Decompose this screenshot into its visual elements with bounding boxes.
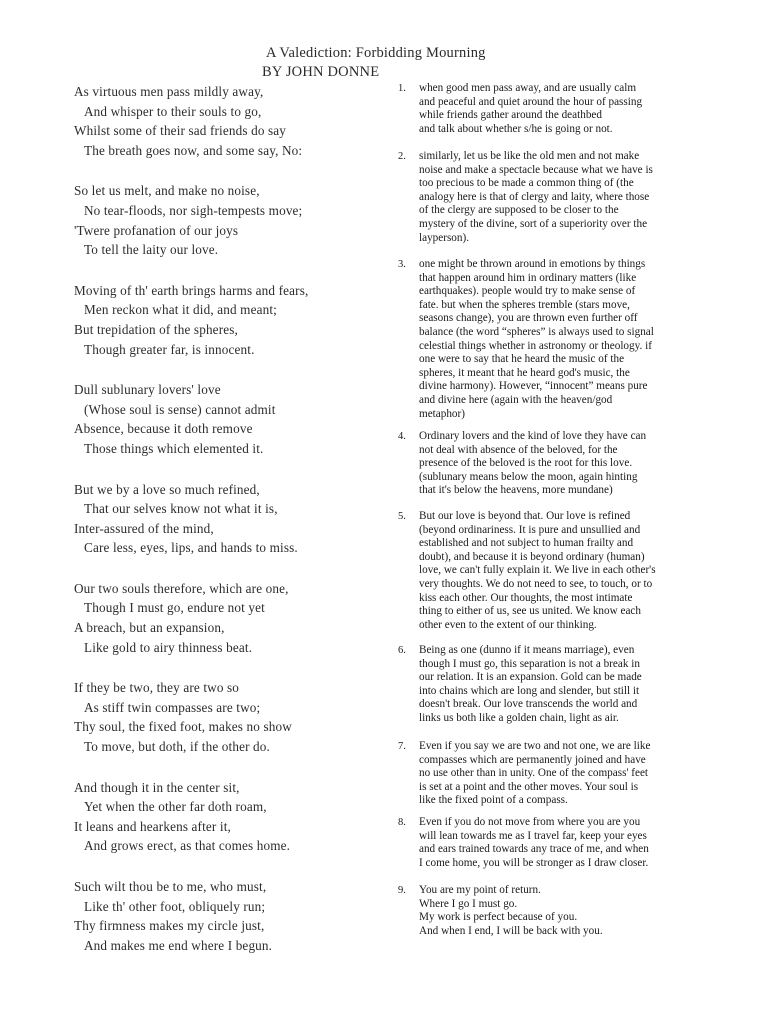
note-line: Ordinary lovers and the kind of love they have can <box>419 430 647 442</box>
note-line: that it's below the heavens, more mundane) <box>419 484 613 497</box>
poem-line: Men reckon what it did, and meant; <box>84 302 277 318</box>
note-line: divine harmony). However, “innocent” means pure <box>419 380 648 393</box>
poem-line: Inter-assured of the mind, <box>74 520 214 536</box>
note-line: one were to say that he heard the music of the <box>419 353 625 366</box>
note-line: (beyond ordinariness. It is pure and unsullied and <box>419 523 641 536</box>
note-line: too precious to be made a common thing of (the <box>419 177 634 190</box>
note-item <box>398 510 718 632</box>
note-number: 5. <box>398 511 406 522</box>
note-line: not deal with absence of the beloved, for the <box>419 443 618 456</box>
note-text <box>419 740 718 808</box>
note-number: 4. <box>398 431 406 442</box>
poem-line: Thy soul, the fixed foot, makes no show <box>74 719 292 735</box>
poem-column <box>74 82 374 976</box>
note-number: 1. <box>398 83 406 94</box>
note-line: love, we can't fully explain it. We live in each other's <box>419 564 656 577</box>
note-number: 9. <box>398 885 406 896</box>
note-line: I come home, you will be stronger as I draw closer. <box>419 856 649 869</box>
poem-line: As virtuous men pass mildly away, <box>74 84 264 99</box>
note-line: like the fixed point of a compass. <box>419 794 568 807</box>
note-line: presence of the beloved is the root for this love. <box>419 457 633 470</box>
note-item <box>398 258 718 421</box>
poem-line: Care less, eyes, lips, and hands to miss. <box>84 540 298 556</box>
note-line: And when I end, I will be back with you. <box>419 924 603 937</box>
note-text <box>419 884 718 938</box>
poem-line: And though it in the center sit, <box>74 779 240 795</box>
note-item <box>398 816 718 870</box>
note-item <box>398 430 718 498</box>
note-line: our relation. It is an expansion. Gold can be made <box>419 671 642 684</box>
note-number: 2. <box>398 151 406 162</box>
poem-line: 'Twere profanation of our joys <box>74 222 239 238</box>
poem-line: Thy firmness makes my circle just, <box>74 918 265 934</box>
poem-title: A Valediction: Forbidding Mourning <box>266 45 486 61</box>
poem-line: But trepidation of the spheres, <box>74 321 238 337</box>
note-line: though I must go, this separation is not a break in <box>419 657 640 670</box>
note-line: while friends gather around the deathbed <box>419 109 602 122</box>
poem-line: Like th' other foot, obliquely run; <box>84 898 266 914</box>
note-line: noise and make a spectacle because what we have is <box>419 163 653 176</box>
poem-stanza <box>74 380 374 458</box>
note-line: when good men pass away, and are usually calm <box>419 82 637 94</box>
note-line: and divine here (again with the heaven/god <box>419 393 613 406</box>
note-text <box>419 258 718 421</box>
note-line: seasons change), you are thrown even further off <box>419 312 638 325</box>
note-line: (sublunary means below the moon, again hinting <box>419 470 638 483</box>
note-number: 7. <box>398 741 406 752</box>
poem-stanza <box>74 778 374 856</box>
note-line: into chains which are long and slender, but still it <box>419 684 640 697</box>
note-line: very thoughts. We do not need to see, to touch, or to <box>419 577 653 590</box>
poem-line: Whilst some of their sad friends do say <box>74 123 287 139</box>
poem-line: To move, but doth, if the other do. <box>84 739 270 755</box>
poem-line: As stiff twin compasses are two; <box>84 699 261 715</box>
note-line: thing to either of us, see us united. We know each <box>419 605 641 618</box>
note-line: But our love is beyond that. Our love is refined <box>419 510 631 522</box>
poem-author: BY JOHN DONNE <box>262 64 380 80</box>
note-text <box>419 816 718 870</box>
poem-line: Those things which elemented it. <box>84 440 264 456</box>
note-line: and peaceful and quiet around the hour of passing <box>419 95 643 108</box>
poem-line: And whisper to their souls to go, <box>84 103 262 119</box>
note-text <box>419 510 718 632</box>
note-item <box>398 740 718 808</box>
note-item <box>398 82 718 136</box>
note-line: Even if you say we are two and not one, we are like <box>419 740 651 752</box>
note-line: kiss each other. Our thoughts, the most intimate <box>419 591 633 604</box>
note-line: of the clergy are supposed to be closer to the <box>419 204 619 217</box>
note-line: no use other than in unity. One of the compass' feet <box>419 767 649 780</box>
note-text <box>419 150 718 245</box>
note-line: Being as one (dunno if it means marriage), even <box>419 644 635 656</box>
note-item <box>398 644 718 726</box>
note-number: 3. <box>398 259 406 270</box>
note-line: similarly, let us be like the old men and not make <box>419 150 640 162</box>
note-line: doesn't break. Our love transcends the world and <box>419 698 638 711</box>
note-text <box>419 644 718 726</box>
poem-line: (Whose soul is sense) cannot admit <box>84 401 276 417</box>
note-line: compasses which are permanently joined and have <box>419 753 646 766</box>
note-line: and talk about whether s/he is going or not. <box>419 122 613 135</box>
note-line: one might be thrown around in emotions by things <box>419 258 646 270</box>
note-line: balance (the word “spheres” is always used to signal <box>419 325 654 338</box>
poem-line: Yet when the other far doth roam, <box>84 799 267 815</box>
poem-line: Like gold to airy thinness beat. <box>84 639 253 655</box>
poem-stanza <box>74 82 374 160</box>
note-line: earthquakes). people would try to make sense of <box>419 285 636 298</box>
note-number: 8. <box>398 817 406 828</box>
poem-line: But we by a love so much refined, <box>74 481 260 497</box>
note-line: My work is perfect because of you. <box>419 911 578 924</box>
note-line: metaphor) <box>419 407 465 420</box>
poem-stanza <box>74 281 374 359</box>
poem-line: Though greater far, is innocent. <box>84 341 255 357</box>
poem-line: No tear-floods, nor sigh-tempests move; <box>84 202 303 218</box>
poem-line: And grows erect, as that comes home. <box>84 838 291 854</box>
note-number: 6. <box>398 645 406 656</box>
note-line: spheres, it meant that he heard god's music, the <box>419 366 630 379</box>
poem-line: So let us melt, and make no noise, <box>74 183 260 199</box>
note-line: established and not subject to human frailty and <box>419 537 634 550</box>
note-text <box>419 82 718 136</box>
poem-line: It leans and hearkens after it, <box>74 818 231 834</box>
note-line: analogy here is that of clergy and laity, where those <box>419 190 650 203</box>
poem-stanza <box>74 181 374 259</box>
note-line: mystery of the divine, sort of a superiority over the <box>419 217 648 230</box>
note-line: is set at a point and the other moves. Your soul is <box>419 780 639 793</box>
poem-line: A breach, but an expansion, <box>74 620 225 636</box>
poem-line: Such wilt thou be to me, who must, <box>74 879 267 894</box>
poem-stanza <box>74 579 374 657</box>
poem-line: Though I must go, endure not yet <box>84 600 265 616</box>
poem-line: Absence, because it doth remove <box>74 421 253 437</box>
note-line: links us both like a golden chain, light as air. <box>419 711 619 724</box>
note-text <box>419 430 718 498</box>
poem-line: And makes me end where I begun. <box>84 937 273 953</box>
poem-line: If they be two, they are two so <box>74 680 240 696</box>
note-line: layperson). <box>419 231 470 244</box>
note-line: will lean towards me as I travel far, keep your eyes <box>419 829 647 842</box>
note-item <box>398 884 718 938</box>
poem-line: That our selves know not what it is, <box>84 501 278 517</box>
note-line: other even to the extent of our thinking. <box>419 618 597 631</box>
note-line: that happen around him in ordinary matters (like <box>419 271 637 284</box>
poem-stanza <box>74 480 374 558</box>
poem-line: Dull sublunary lovers' love <box>74 382 221 398</box>
note-line: and ears trained towards any trace of me, and when <box>419 843 649 856</box>
note-line: celestial things whether in astronomy or theology. if <box>419 339 652 352</box>
poem-stanza <box>74 877 374 955</box>
note-line: doubt), and because it is beyond ordinary (human) <box>419 550 645 563</box>
poem-line: To tell the laity our love. <box>84 242 219 258</box>
note-line: fate. but when the spheres tremble (stars move, <box>419 298 630 311</box>
note-line: Even if you do not move from where you are you <box>419 816 641 828</box>
poem-line: Moving of th' earth brings harms and fears, <box>74 282 309 298</box>
note-line: Where I go I must go. <box>419 897 518 910</box>
poem-line: Our two souls therefore, which are one, <box>74 580 289 596</box>
note-item <box>398 150 718 245</box>
note-line: You are my point of return. <box>419 884 541 896</box>
poem-stanza <box>74 678 374 756</box>
poem-line: The breath goes now, and some say, No: <box>84 142 303 158</box>
